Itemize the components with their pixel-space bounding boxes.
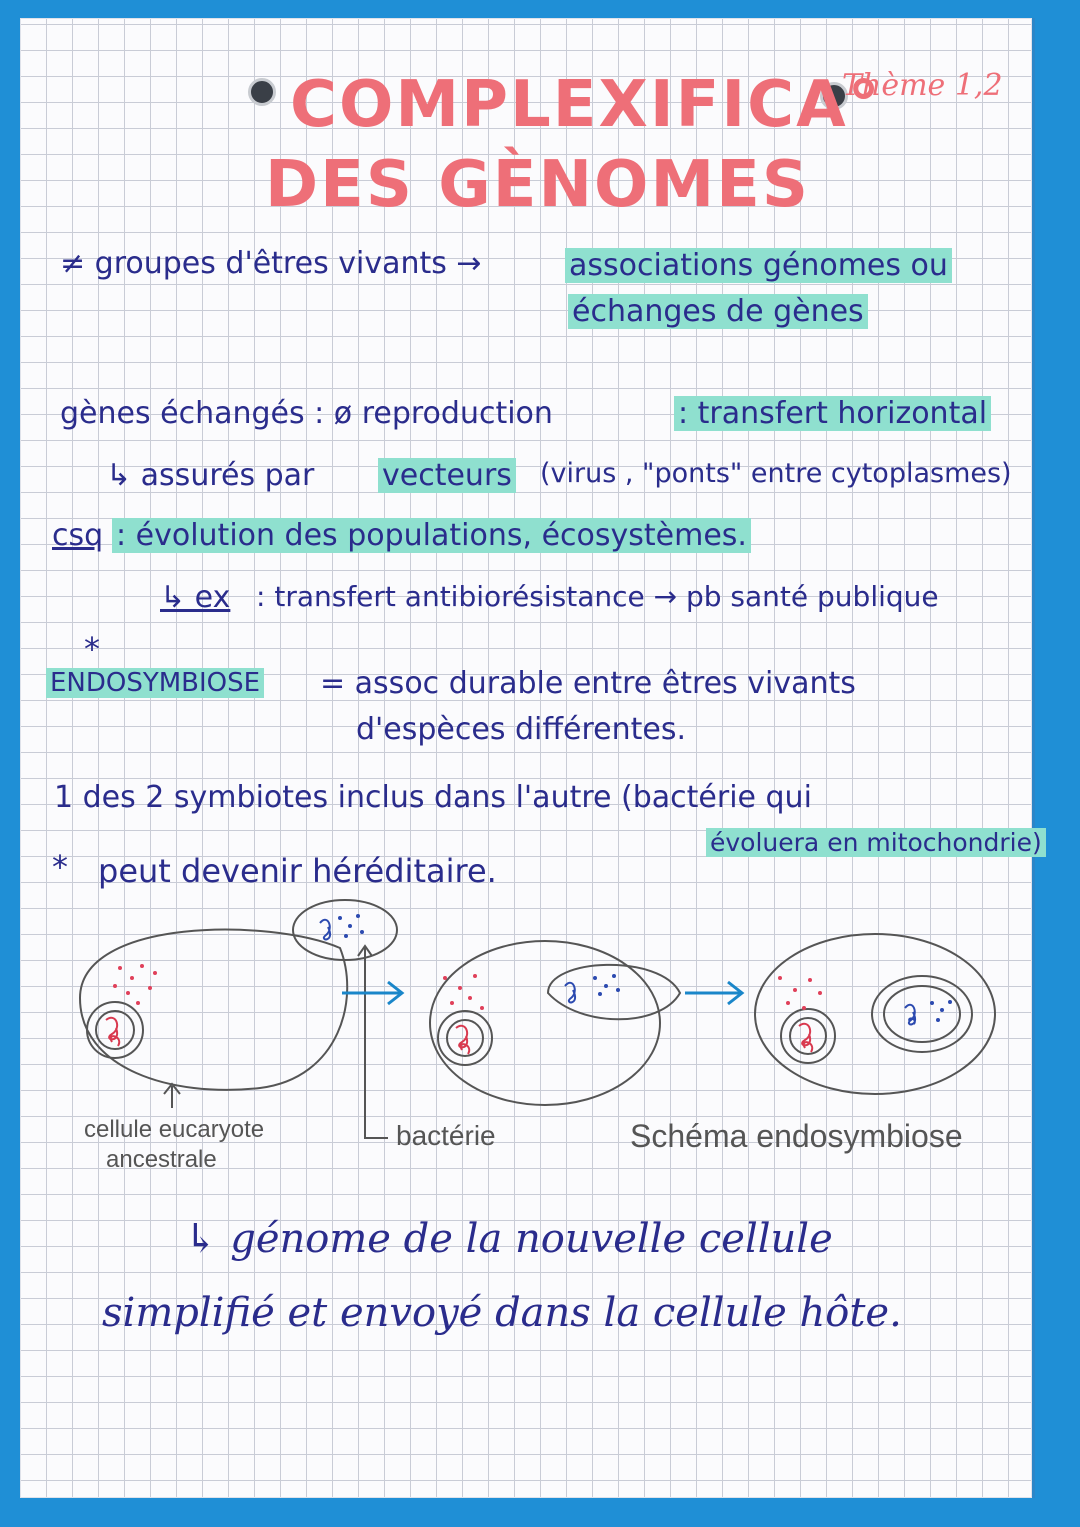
consequence-highlight: : évolution des populations, écosystèmes. (112, 518, 751, 553)
label-ancestral-cell-2: ancestrale (106, 1146, 217, 1173)
star-mark: * (84, 630, 100, 668)
transition-arrow-1 (342, 982, 402, 1004)
endosymbiose-definition-1: = assoc durable entre êtres vivants (320, 666, 856, 701)
symbiote-line-highlight: évoluera en mitochondrie) (706, 828, 1046, 857)
example-label: ↳ ex (160, 580, 231, 615)
diagram-caption: Schéma endosymbiose (630, 1118, 963, 1154)
endosymbiose-term: ENDOSYMBIOSE (46, 668, 264, 698)
genes-line-2-details: (virus , "ponts" entre cytoplasmes) (540, 458, 1012, 489)
conclusion-line-1: ↳ génome de la nouvelle cellule (184, 1216, 833, 1262)
label-bacteria: bactérie (396, 1120, 496, 1151)
page-title-line-1: COMPLEXIFICA° (290, 68, 882, 142)
endosymbiosis-diagram (20, 18, 1032, 1498)
intro-text: ≠ groupes d'êtres vivants → (60, 246, 482, 281)
label-ancestral-cell-1: cellule eucaryote (84, 1116, 265, 1143)
star-mark-2: * (52, 848, 68, 886)
genes-line-2-highlight: vecteurs (378, 458, 516, 493)
consequence-label: csq (52, 518, 104, 553)
symbiote-line: 1 des 2 symbiotes inclus dans l'autre (bactérie qui (54, 780, 812, 815)
hereditary-line: peut devenir héréditaire. (98, 852, 497, 890)
bacterium-outline (293, 900, 397, 960)
intro-highlight-2: échanges de gènes (568, 294, 868, 329)
page-title-line-2: DES GÈNOMES (265, 148, 810, 222)
example-text: : transfert antibiorésistance → pb santé publique (256, 580, 939, 613)
mitochondrion-outline (872, 976, 972, 1052)
intro-highlight-1: associations génomes ou (565, 248, 952, 283)
genes-line-2: ↳ assurés par (106, 458, 315, 493)
endosymbiose-definition-2: d'espèces différentes. (356, 712, 687, 747)
genes-line-1-highlight: : transfert horizontal (674, 396, 991, 431)
theme-label: Thème 1,2 (842, 68, 1003, 103)
transition-arrow-2 (685, 982, 742, 1004)
conclusion-line-2: simplifié et envoyé dans la cellule hôte. (102, 1290, 902, 1336)
ancestral-cell-outline (80, 930, 347, 1090)
notebook-page (20, 18, 1042, 1498)
genes-line-1: gènes échangés : ø reproduction (60, 396, 553, 431)
